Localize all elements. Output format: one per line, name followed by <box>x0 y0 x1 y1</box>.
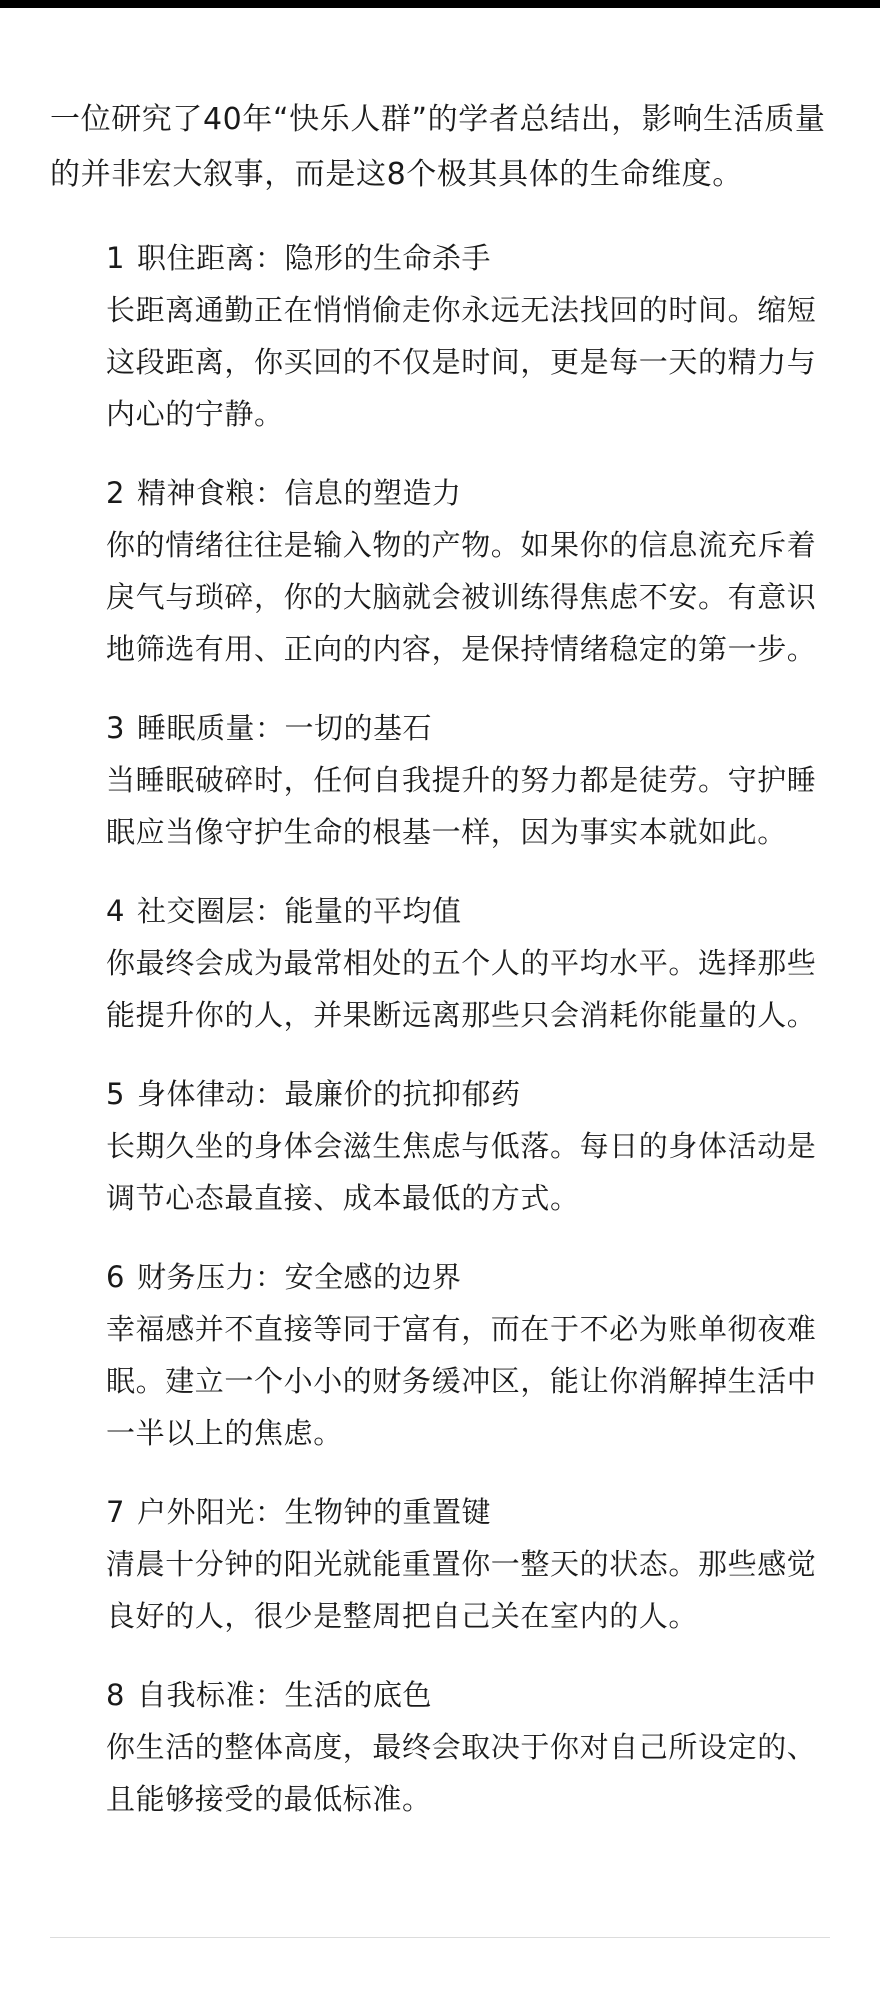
list-item <box>106 1486 826 1642</box>
item-title: 职住距离：隐形的生命杀手 <box>136 241 491 275</box>
item-heading <box>106 1669 826 1721</box>
intro-paragraph: 一位研究了40年“快乐人群”的学者总结出，影响生活质量的并非宏大叙事，而是这8个极其具体的生命维度。 <box>50 102 826 192</box>
list-item <box>106 885 826 1041</box>
item-heading <box>106 1251 826 1303</box>
item-heading <box>106 1068 826 1120</box>
item-title: 财务压力：安全感的边界 <box>136 1260 462 1294</box>
item-title: 精神食粮：信息的塑造力 <box>136 476 462 510</box>
item-heading <box>106 467 826 519</box>
item-number: 3 <box>106 711 125 745</box>
item-body: 长期久坐的身体会滋生焦虑与低落。每日的身体活动是调节心态最直接、成本最低的方式。 <box>106 1129 817 1215</box>
item-heading <box>106 885 826 937</box>
item-heading <box>106 232 826 284</box>
item-number: 4 <box>106 894 125 928</box>
item-body: 长距离通勤正在悄悄偷走你永远无法找回的时间。缩短这段距离，你买回的不仅是时间，更是每一天的精力与内心的宁静。 <box>106 293 817 431</box>
item-number: 7 <box>106 1495 125 1529</box>
item-number: 8 <box>106 1678 125 1712</box>
item-number: 5 <box>106 1077 125 1111</box>
item-title: 户外阳光：生物钟的重置键 <box>136 1495 491 1529</box>
item-number: 6 <box>106 1260 125 1294</box>
item-title: 自我标准：生活的底色 <box>136 1678 432 1712</box>
dimension-list <box>106 232 826 1852</box>
bottom-divider <box>50 1937 830 1938</box>
list-item <box>106 702 826 858</box>
list-item <box>106 1669 826 1825</box>
item-heading <box>106 702 826 754</box>
item-heading <box>106 1486 826 1538</box>
item-title: 社交圈层：能量的平均值 <box>136 894 462 928</box>
item-body: 你的情绪往往是输入物的产物。如果你的信息流充斥着戾气与琐碎，你的大脑就会被训练得焦虑不安。有意识地筛选有用、正向的内容，是保持情绪稳定的第一步。 <box>106 528 817 666</box>
item-body: 幸福感并不直接等同于富有，而在于不必为账单彻夜难眠。建立一个小小的财务缓冲区，能让你消解掉生活中一半以上的焦虑。 <box>106 1312 817 1450</box>
item-title: 身体律动：最廉价的抗抑郁药 <box>136 1077 521 1111</box>
list-item <box>106 467 826 675</box>
top-bar <box>0 0 880 8</box>
item-body: 清晨十分钟的阳光就能重置你一整天的状态。那些感觉良好的人，很少是整周把自己关在室内的人。 <box>106 1547 817 1633</box>
list-item <box>106 232 826 440</box>
item-number: 2 <box>106 476 125 510</box>
item-body: 当睡眠破碎时，任何自我提升的努力都是徒劳。守护睡眠应当像守护生命的根基一样，因为事实本就如此。 <box>106 763 817 849</box>
list-item <box>106 1251 826 1459</box>
item-title: 睡眠质量：一切的基石 <box>136 711 432 745</box>
list-item <box>106 1068 826 1224</box>
item-number: 1 <box>106 241 125 275</box>
item-body: 你生活的整体高度，最终会取决于你对自己所设定的、且能够接受的最低标准。 <box>106 1730 817 1816</box>
item-body: 你最终会成为最常相处的五个人的平均水平。选择那些能提升你的人，并果断远离那些只会消耗你能量的人。 <box>106 946 817 1032</box>
